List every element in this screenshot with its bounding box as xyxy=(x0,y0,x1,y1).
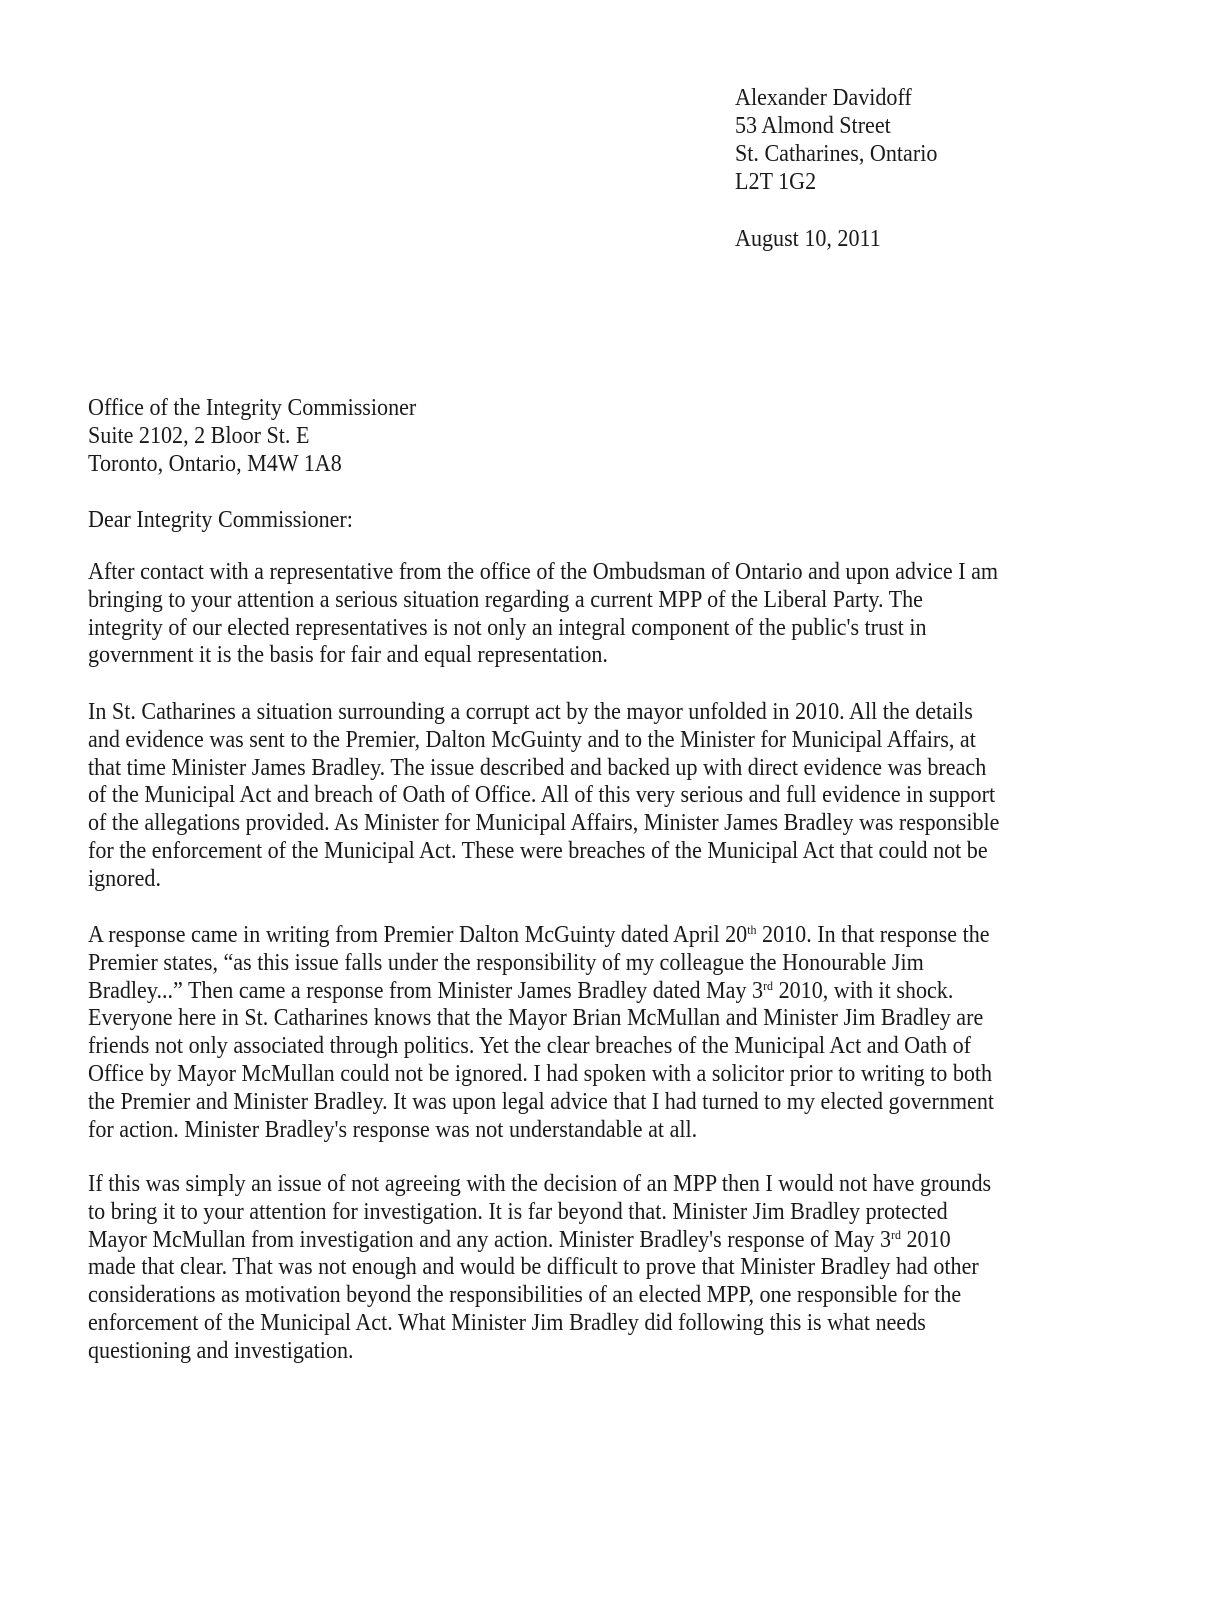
paragraph-line: of the allegations provided. As Minister for Municipal Affairs, Minister James Bradley was responsible xyxy=(88,810,1000,837)
paragraph-line: bringing to your attention a serious situation regarding a current MPP of the Liberal Party. The xyxy=(88,586,923,613)
paragraph-line: that time Minister James Bradley. The issue described and backed up with direct evidence was breach xyxy=(88,754,987,781)
paragraph-line: made that clear. That was not enough and would be difficult to prove that Minister Bradley had other xyxy=(88,1254,979,1281)
paragraph-line: integrity of our elected representatives is not only an integral component of the public's trust in xyxy=(88,614,927,641)
line-segment: 2010 xyxy=(900,1226,951,1253)
body-paragraph xyxy=(88,1170,1070,1365)
paragraph-line: Office by Mayor McMullan could not be ignored. I had spoken with a solicitor prior to writing to both xyxy=(88,1060,993,1087)
paragraph-line: of the Municipal Act and breach of Oath of Office. All of this very serious and full evidence in support xyxy=(88,782,996,809)
paragraph-line xyxy=(88,1226,991,1254)
paragraph-line: for the enforcement of the Municipal Act. These were breaches of the Municipal Act that could not be xyxy=(88,837,988,864)
recipient-line: Toronto, Ontario, M4W 1A8 xyxy=(88,451,342,477)
line-segment: 2010. In that response the xyxy=(756,922,990,948)
sender-street: 53 Almond Street xyxy=(735,113,891,139)
paragraph-line: friends not only associated through politics. Yet the clear breaches of the Municipal Act and Oath of xyxy=(88,1033,971,1060)
recipient-address xyxy=(88,394,445,478)
line-segment: 2010, with it shock. xyxy=(773,977,954,1004)
sender-postal-code: L2T 1G2 xyxy=(735,169,817,195)
paragraph-line: In St. Catharines a situation surrounding a corrupt act by the mayor unfolded in 2010. All the details xyxy=(88,699,973,725)
salutation-block xyxy=(88,506,376,534)
line-segment: Bradley...” Then came a response from Minister James Bradley dated May 3 xyxy=(88,977,764,1004)
salutation: Dear Integrity Commissioner: xyxy=(88,507,353,533)
sender-name: Alexander Davidoff xyxy=(735,85,912,111)
paragraph-line: considerations as motivation beyond the responsibilities of an elected MPP, one responsible for the xyxy=(88,1282,962,1309)
paragraph-line: enforcement of the Municipal Act. What Minister Jim Bradley did following this is what needs xyxy=(88,1309,926,1336)
body-paragraph xyxy=(88,698,1079,893)
body-paragraph xyxy=(88,558,1077,669)
sender-city: St. Catharines, Ontario xyxy=(735,141,938,167)
letter-date-block xyxy=(735,225,893,253)
paragraph-line: Premier states, “as this issue falls under the responsibility of my colleague the Honourable Jim xyxy=(88,949,924,976)
paragraph-line: for action. Minister Bradley's response was not understandable at all. xyxy=(88,1116,698,1143)
paragraph-line: government it is the basis for fair and equal representation. xyxy=(88,642,608,669)
body-paragraph xyxy=(88,921,1073,1143)
recipient-line: Suite 2102, 2 Bloor St. E xyxy=(88,423,310,449)
paragraph-line: questioning and investigation. xyxy=(88,1337,354,1364)
paragraph-line: the Premier and Minister Bradley. It was upon legal advice that I had turned to my elected government xyxy=(88,1088,995,1115)
ordinal-superscript: rd xyxy=(890,1226,901,1242)
ordinal-superscript: th xyxy=(747,922,757,937)
letter-date: August 10, 2011 xyxy=(735,226,881,252)
recipient-line: Office of the Integrity Commissioner xyxy=(88,395,417,421)
ordinal-superscript: rd xyxy=(763,977,774,993)
line-segment: Mayor McMullan from investigation and any action. Minister Bradley's response of May 3 xyxy=(88,1226,891,1253)
paragraph-line: to bring it to your attention for investigation. It is far beyond that. Minister Jim Bradley protected xyxy=(88,1198,948,1225)
paragraph-line: After contact with a representative from the office of the Ombudsman of Ontario and upon advice I am xyxy=(88,559,999,585)
paragraph-line: If this was simply an issue of not agreeing with the decision of an MPP then I would not have grounds xyxy=(88,1171,992,1197)
paragraph-line: Everyone here in St. Catharines knows that the Mayor Brian McMullan and Minister Jim Bradley are xyxy=(88,1005,984,1032)
paragraph-line xyxy=(88,921,994,949)
line-segment: A response came in writing from Premier Dalton McGuinty dated April 20 xyxy=(88,922,748,948)
paragraph-line: ignored. xyxy=(88,865,161,892)
sender-address xyxy=(735,84,955,196)
paragraph-line: and evidence was sent to the Premier, Dalton McGuinty and to the Minister for Municipal Affairs, at xyxy=(88,726,976,753)
paragraph-line xyxy=(88,977,994,1005)
